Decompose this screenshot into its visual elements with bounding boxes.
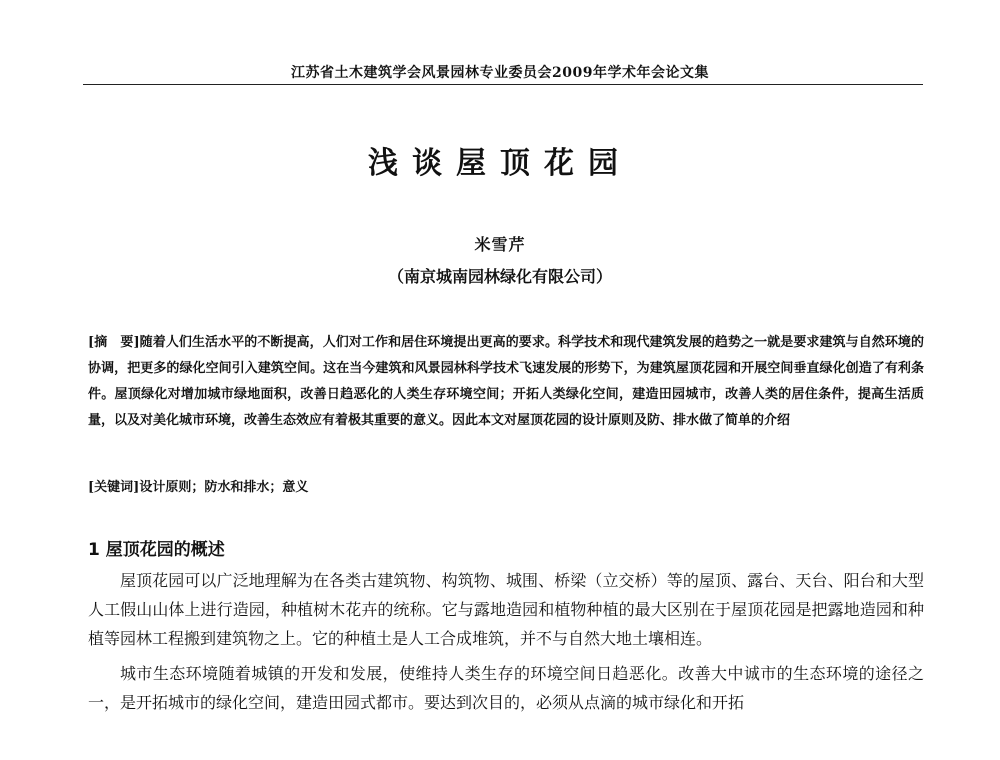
body-paragraph: 屋顶花园可以广泛地理解为在各类古建筑物、构筑物、城围、桥梁（立交桥）等的屋顶、露台、天台、阳台和大型人工假山山体上进行造园，种植树木花卉的统称。它与露地造园和植物种植的最大区别在于屋顶花园是把露地造园和种植等园林工程搬到建筑物之上。它的种植土是人工合成堆筑，并不与自然大地土壤相连。 [88, 571, 924, 648]
section-heading: 1 屋顶花园的概述 [88, 540, 225, 560]
abstract-label: [摘 要] [88, 335, 140, 350]
abstract [88, 330, 924, 434]
running-header: 江苏省土木建筑学会风景园林专业委员会2009年学术年会论文集 [291, 65, 709, 81]
abstract-text: 随着人们生活水平的不断提高，人们对工作和居住环境提出更高的要求。科学技术和现代建筑发展的趋势之一就是要求建筑与自然环境的协调，把更多的绿化空间引入建筑空间。这在当今建筑和风景园林科学技术飞速发展的形势下，为建筑屋顶花园和开展空间垂直绿化创造了有利条件。屋顶绿化对增加城市绿地面积，改善日趋恶化的人类生存环境空间；开拓人类绿化空间，建造田园城市，改善人类的居住条件，提高生活质量，以及对美化城市环境，改善生态效应有着极其重要的意义。因此本文对屋顶花园的设计原则及防、排水做了简单的介绍 [88, 335, 924, 428]
body-paragraph: 城市生态环境随着城镇的开发和发展，使维持人类生存的环境空间日趋恶化。改善大中诚市的生态环境的途径之一，是开拓城市的绿化空间，建造田园式都市。要达到次目的，必须从点滴的城市绿化和开拓 [88, 664, 924, 712]
keywords [88, 478, 924, 498]
author-name: 米雪芹 [474, 235, 526, 254]
paper-title: 浅谈屋顶花园 [368, 146, 632, 181]
section-body [88, 566, 924, 723]
author-affiliation: （南京城南园林绿化有限公司） [387, 267, 612, 286]
keywords-text: 设计原则；防水和排水；意义 [139, 480, 309, 495]
abstract-paragraph [88, 330, 924, 434]
header-rule [83, 84, 923, 85]
keywords-label: [关键词] [88, 480, 140, 495]
